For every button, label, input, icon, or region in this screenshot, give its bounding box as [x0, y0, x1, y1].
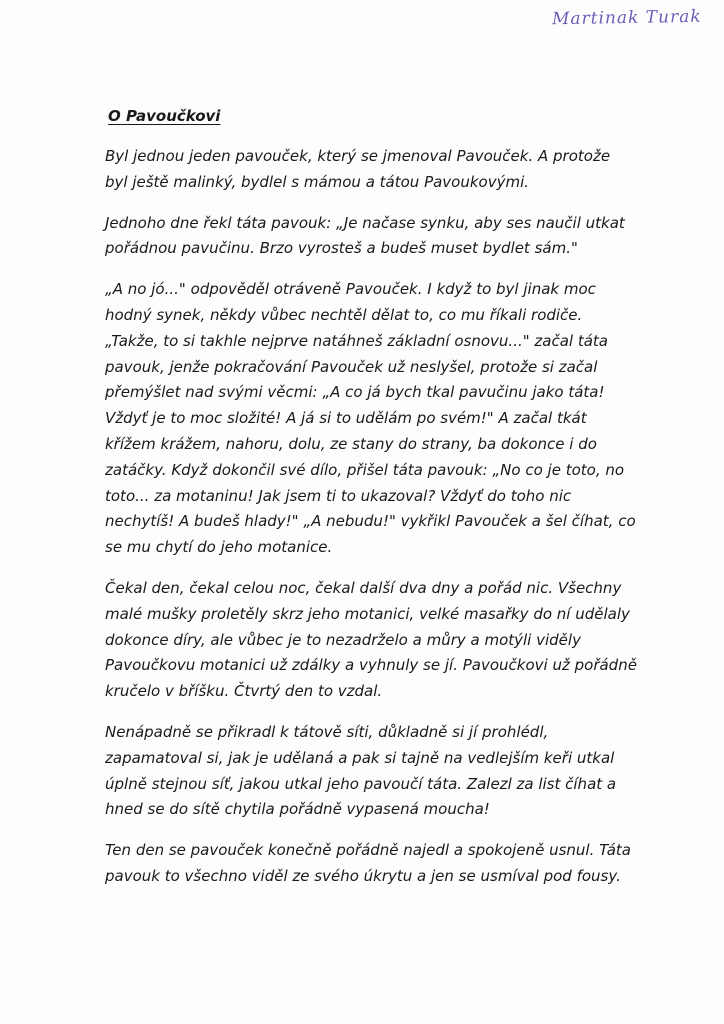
text-line: úplně stejnou síť, jakou utkal jeho pavoučí táta. Zalezl za list číhat a — [105, 774, 617, 793]
text-line: Čekal den, čekal celou noc, čekal další dva dny a pořád nic. Všechny — [105, 578, 622, 597]
story-paragraph — [105, 838, 645, 890]
text-line: zapamatoval si, jak je udělaná a pak si tajně na vedlejším keři utkal — [105, 748, 615, 767]
story-title: O Pavoučkovi — [108, 107, 221, 125]
text-line: byl ještě malinký, bydlel s mámou a tátou Pavoukovými. — [105, 172, 530, 191]
text-line: „A no jó..." odpověděl otráveně Pavouček. I když to byl jinak moc — [105, 280, 596, 299]
text-line: pavouk to všechno viděl ze svého úkrytu a jen se usmíval pod fousy. — [105, 866, 621, 885]
text-line: pavouk, jenže pokračování Pavouček už neslyšel, protože si začal — [105, 357, 598, 376]
handwritten-signature: Martinak Turak — [552, 6, 703, 30]
text-line: přemýšlet nad svými věcmi: „A co já bych tkal pavučinu jako táta! — [105, 383, 605, 402]
story-paragraph — [105, 576, 645, 705]
text-line: křížem krážem, nahoru, dolu, ze stany do strany, ba dokonce i do — [105, 434, 597, 453]
story-paragraph — [105, 144, 645, 196]
text-line: Nenápadně se přikradl k tátově síti, důkladně si jí prohlédl, — [105, 722, 549, 741]
text-line: pořádnou pavučinu. Brzo vyrosteš a budeš muset bydlet sám." — [105, 239, 578, 258]
text-line: Jednoho dne řekl táta pavouk: „Je načase synku, aby ses naučil utkat — [105, 213, 625, 232]
text-line: hned se do sítě chytila pořádně vypasená moucha! — [105, 800, 490, 819]
story-paragraph — [105, 211, 645, 263]
text-line: dokonce díry, ale vůbec je to nezadrželo a můry a motýli viděly — [105, 630, 581, 649]
text-line: toto... za motaninu! Jak jsem ti to ukazoval? Vždyť do toho nic — [105, 486, 572, 505]
text-line: kručelo v bříšku. Čtvrtý den to vzdal. — [105, 682, 383, 701]
text-line: se mu chytí do jeho motanice. — [105, 538, 333, 557]
text-line: „Takže, to si takhle nejprve natáhneš základní osnovu..." začal táta — [105, 331, 608, 350]
text-line: Ten den se pavouček konečně pořádně najedl a spokojeně usnul. Táta — [105, 841, 631, 860]
story-paragraph — [105, 720, 645, 823]
story-body — [105, 144, 645, 905]
text-line: Pavoučkovu motanici už zdálky a vyhnuly se jí. Pavoučkovi už pořádně — [105, 656, 637, 675]
text-line: malé mušky proletěly skrz jeho motanici, velké masařky do ní udělaly — [105, 604, 630, 623]
text-line: Byl jednou jeden pavouček, který se jmenoval Pavouček. A protože — [105, 147, 611, 165]
story-paragraph — [105, 277, 645, 561]
text-line: nechytíš! A budeš hlady!" „A nebudu!" vykřikl Pavouček a šel číhat, co — [105, 512, 636, 531]
text-line: hodný synek, někdy vůbec nechtěl dělat to, co mu říkali rodiče. — [105, 305, 583, 324]
text-line: zatáčky. Když dokončil své dílo, přišel táta pavouk: „No co je toto, no — [105, 460, 625, 479]
text-line: Vždyť je to moc složité! A já si to udělám po svém!" A začal tkát — [105, 409, 587, 428]
